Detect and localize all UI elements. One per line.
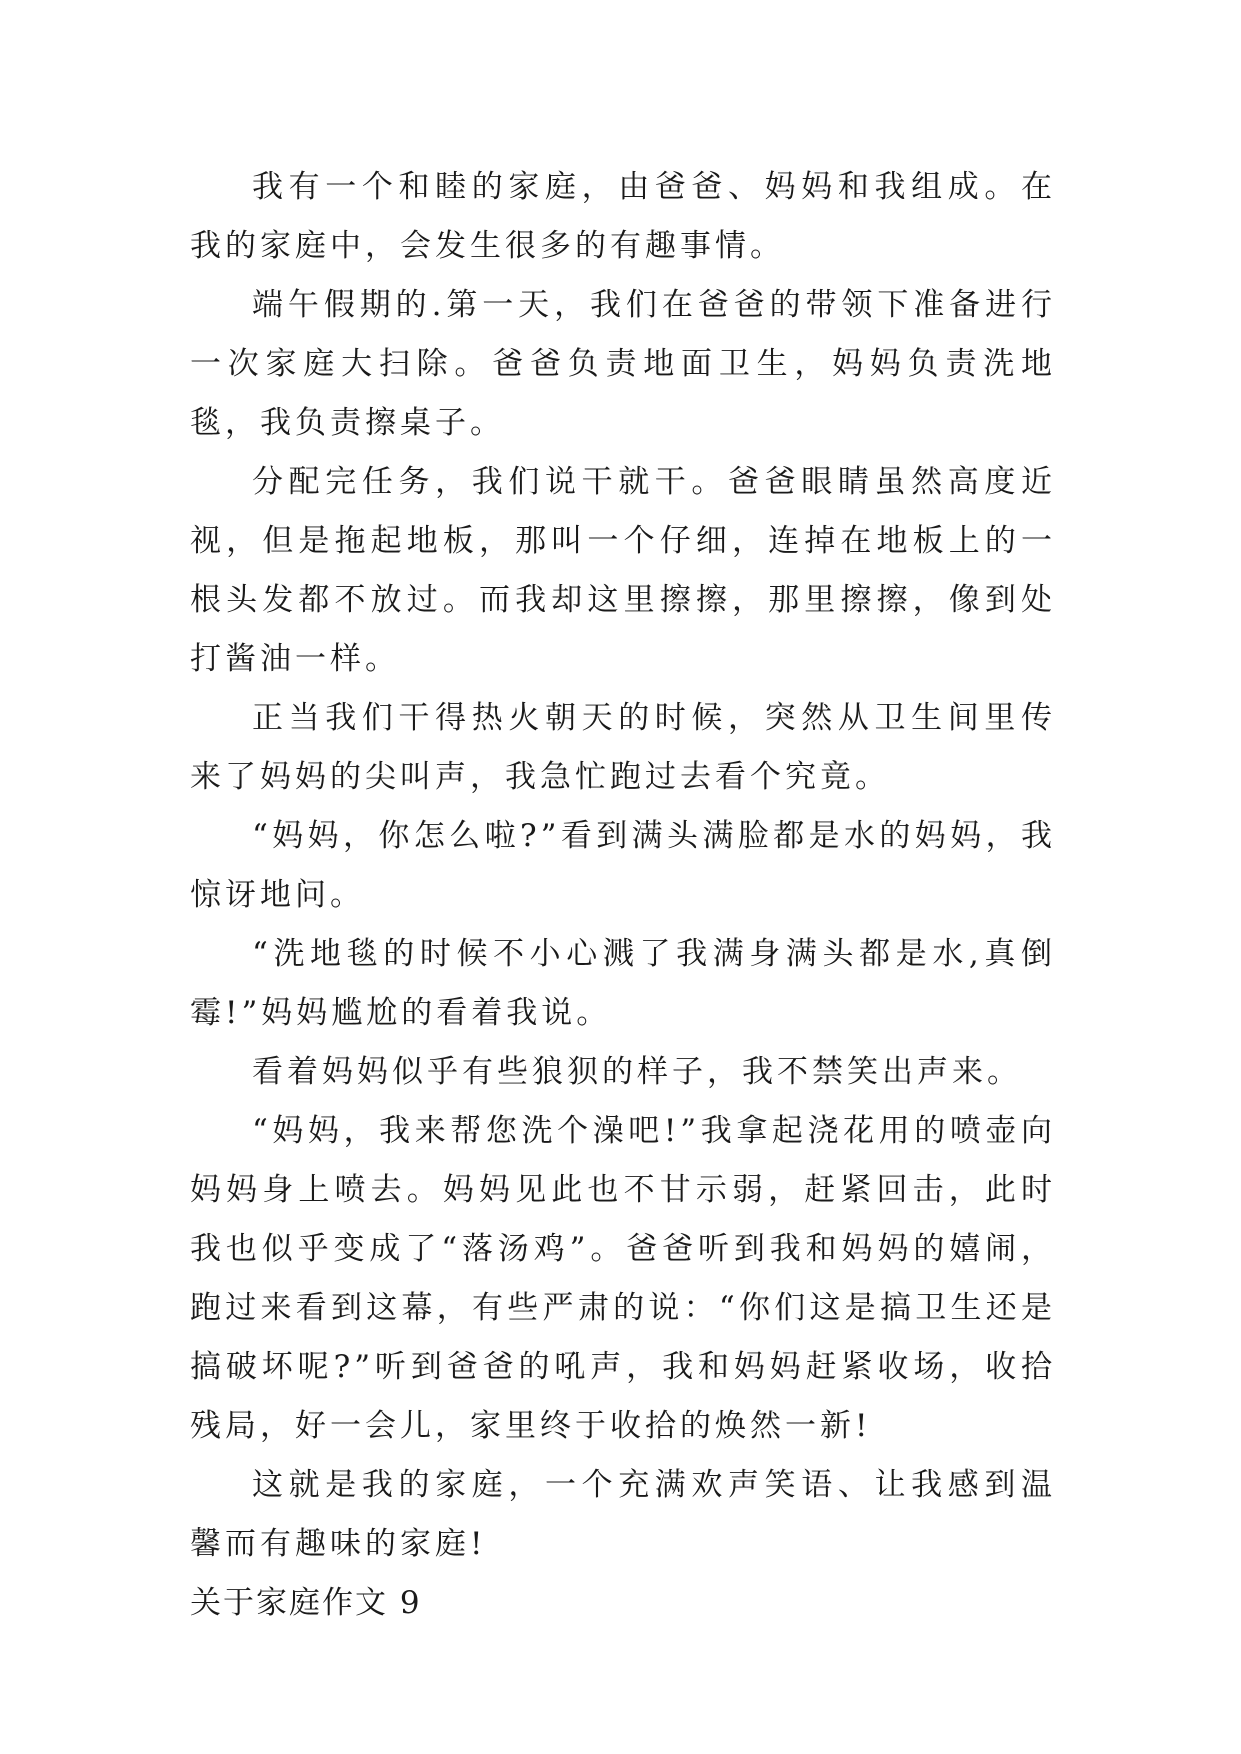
next-section-title: 关于家庭作文 9 bbox=[190, 1585, 422, 1621]
paragraph-1: 我有一个和睦的家庭，由爸爸、妈妈和我组成。在我的家庭中，会发生很多的有趣事情。 bbox=[190, 169, 1056, 264]
paragraph-4: 正当我们干得热火朝天的时候，突然从卫生间里传来了妈妈的尖叫声，我急忙跑过去看个究竟。 bbox=[190, 700, 1056, 795]
paragraph-8: “妈妈，我来帮您洗个澡吧!”我拿起浇花用的喷壶向妈妈身上喷去。妈妈见此也不甘示弱，赶紧回击，此时我也似乎变成了“落汤鸡”。爸爸听到我和妈妈的嬉闹，跑过来看到这幕，有些严肃的说：“你们这是搞卫生还是搞破坏呢?”听到爸爸的吼声，我和妈妈赶紧收场，收拾残局，好一会儿，家里终于收拾的焕然一新! bbox=[190, 1113, 1056, 1444]
paragraph-7: 看着妈妈似乎有些狼狈的样子，我不禁笑出声来。 bbox=[252, 1054, 1022, 1090]
paragraph-3: 分配完任务，我们说干就干。爸爸眼睛虽然高度近视，但是拖起地板，那叫一个仔细，连掉在地板上的一根头发都不放过。而我却这里擦擦，那里擦擦，像到处打酱油一样。 bbox=[190, 464, 1056, 677]
paragraph-5: “妈妈，你怎么啦?”看到满头满脸都是水的妈妈，我惊讶地问。 bbox=[190, 818, 1056, 913]
essay-body bbox=[190, 158, 1056, 1633]
paragraph-6: “洗地毯的时候不小心溅了我满身满头都是水,真倒霉!”妈妈尴尬的看着我说。 bbox=[190, 936, 1056, 1031]
paragraph-2: 端午假期的.第一天，我们在爸爸的带领下准备进行一次家庭大扫除。爸爸负责地面卫生，妈妈负责洗地毯，我负责擦桌子。 bbox=[190, 287, 1056, 441]
paragraph-9: 这就是我的家庭，一个充满欢声笑语、让我感到温馨而有趣味的家庭! bbox=[190, 1467, 1056, 1562]
